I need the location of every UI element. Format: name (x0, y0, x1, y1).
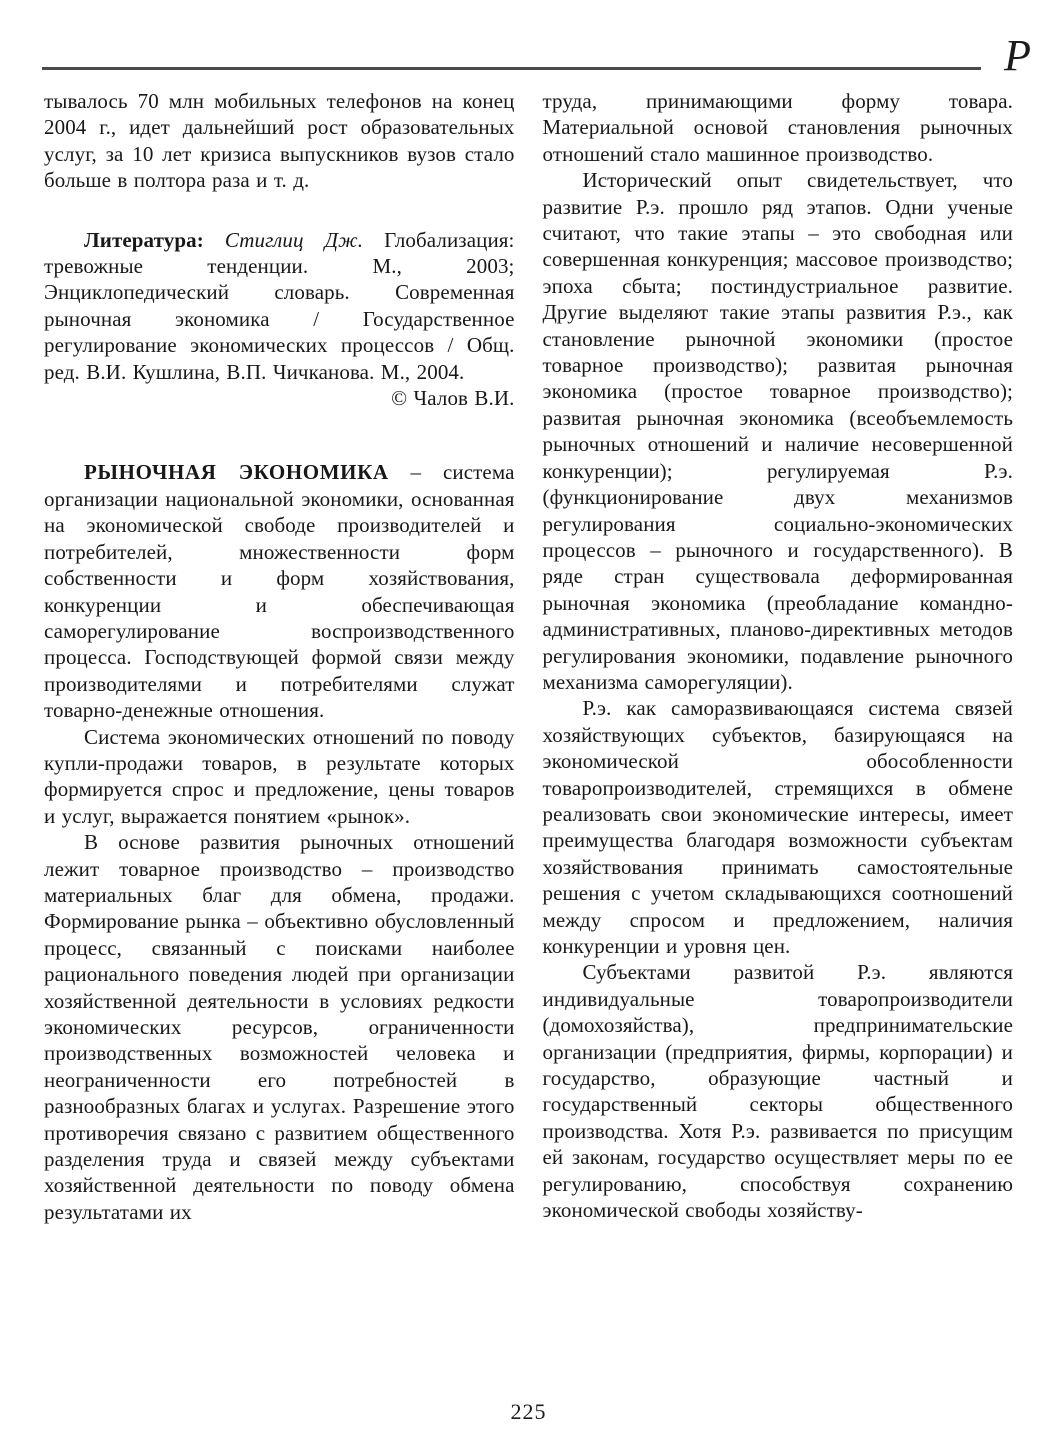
text-run: РЫНОЧНАЯ ЭКОНОМИКА (84, 460, 389, 485)
header-rule (42, 67, 981, 70)
left-column (44, 88, 515, 1225)
section-letter: Р (1004, 31, 1031, 80)
paragraph-body (543, 167, 1014, 695)
text-run: Литература: (84, 227, 225, 252)
text-run: © Чалов В.И. (391, 386, 515, 411)
text-run: тывалось 70 млн мобильных телефонов на конец 2004 г., идет дальнейший рост образовательных услуг, за 10 лет кризиса выпускников вузов стало больше в полтора раза и т. д. (44, 89, 515, 193)
paragraph-continuation (543, 88, 1014, 167)
text-run: Глобализация: тревожные тенденции. М., 2003; Энциклопедический словарь. Современная рыночная экономика / Государственное регулирование экономических процессов / Общ. ред. В.И. Кушлина, В.П. Чичканова. М., 2004. (44, 227, 515, 384)
paragraph-continuation (44, 88, 515, 194)
page-header (0, 0, 1057, 86)
paragraph-body (543, 959, 1014, 1223)
text-columns (0, 88, 1057, 1225)
paragraph-body (543, 695, 1014, 959)
page-footer (0, 1399, 1057, 1425)
text-run: Система экономических отношений по поводу купли-продажи товаров, в результате которых формируется спрос и предложение, цены товаров и услуг, выражается понятием «рынок». (44, 724, 515, 828)
text-run: труда, принимающими форму товара. Материальной основой становления рыночных отношений стало машинное производство. (542, 89, 1013, 166)
page-number: 225 (510, 1399, 547, 1424)
paragraph-literature (44, 227, 515, 385)
text-run: Стиглиц Дж. (224, 227, 385, 252)
text-run: Р.э. как саморазвивающаяся система связей хозяйствующих субъектов, базирующаяся на экономической обособленности товаропроизводителей, стремящихся в обмене реализовать свои экономические интересы, имеет преимущества благодаря возможности субъектам хозяйствования принимать самостоятельные решения с учетом складывающихся соотношений между спросом и предложением, наличия конкуренции и уровня цен. (542, 696, 1013, 958)
text-run: Исторический опыт свидетельствует, что развитие Р.э. прошло ряд этапов. Одни ученые считают, что такие этапы – это свободная или совершенная конкуренция; массовое производство; эпоха сбыта; постиндустриальное развитие. Другие выделяют такие этапы развития Р.э., как становление рыночной экономики (простое товарное производство); развитая рыночная экономика (простое товарное производство); развитая рыночная экономика (всеобъемлемость рыночных отношений и наличие несовершенной конкуренции); регулируемая Р.э. (функционирование двух механизмов регулирования социально-экономических процессов – рыночного и государственного). В ряде стран существовала деформированная рыночная экономика (преобладание командно-административных, планово-директивных методов регулирования экономики, подавление рыночного механизма саморегуляции). (542, 168, 1013, 694)
paragraph-body (44, 829, 515, 1225)
text-run: – система организации национальной экономики, основанная на экономической свободе производителей и потребителей, множественности форм собственности и форм хозяйствования, конкуренции и обеспечивающая саморегулирование воспроизводственного процесса. Господствующей формой связи между производителями и потребителями служат товарно-денежные отношения. (44, 460, 515, 723)
right-column (543, 88, 1014, 1225)
paragraph-byline (44, 385, 515, 411)
text-run: Субъектами развитой Р.э. являются индивидуальные товаропроизводители (домохозяйства), предпринимательские организации (предприятия, фирмы, корпорации) и государство, образующие частный и государственный секторы общественного производства. Хотя Р.э. развивается по присущим ей законам, государство осуществляет меры по ее регулированию, способствуя сохранению экономической свободы хозяйству- (542, 960, 1013, 1223)
paragraph-body (44, 724, 515, 830)
paragraph-entry (44, 459, 515, 723)
text-run: В основе развития рыночных отношений лежит товарное производство – производство материальных благ для обмена, продажи. Формирование рынка – объективно обусловленный процесс, связанный с поисками наиболее рационального поведения людей при организации хозяйственной деятельности в условиях редкости экономических ресурсов, ограниченности производственных возможностей человека и неограниченности его потребностей в разнообразных благах и услугах. Разрешение этого противоречия связано с развитием общественного разделения труда и связей между субъектами хозяйственной деятельности по поводу обмена результатами их (44, 830, 515, 1224)
